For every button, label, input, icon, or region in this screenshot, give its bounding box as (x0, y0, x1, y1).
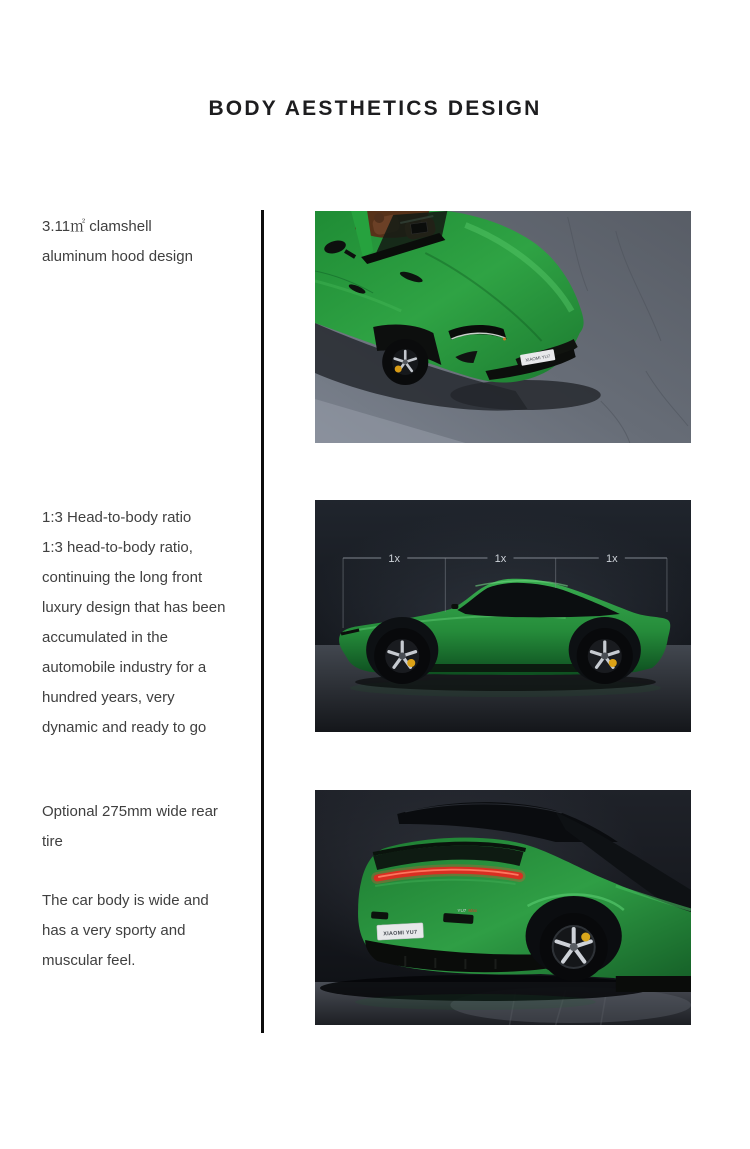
rear-body-line: muscular feel. (42, 952, 136, 969)
rear-body (42, 886, 260, 976)
ratio-body-line: automobile industry for a (42, 659, 207, 676)
hood-heading-line: aluminum hood design (42, 248, 193, 265)
vertical-divider (261, 210, 264, 1033)
front-license-plate-text: XIAOMI YU7 (524, 353, 551, 363)
side-photo-illustration (315, 500, 691, 732)
image-hood-front-top-view (315, 211, 691, 443)
ratio-body-line: dynamic and ready to go (42, 719, 207, 736)
rear-body-line: The car body is wide and (42, 892, 209, 909)
badge-model-text: YU7 (457, 908, 467, 913)
ratio-heading: 1:3 Head-to-body ratio (42, 509, 192, 526)
cabin-screen (410, 222, 427, 234)
rear-caliper (581, 933, 590, 942)
tailgate-wordmark: xiaomi (403, 870, 421, 876)
rear-wheel (577, 628, 633, 684)
ratio-label-1: 1x (388, 553, 401, 565)
ratio-body-line: continuing the long front (42, 569, 203, 586)
rear-body-line: has a very sporty and (42, 922, 186, 939)
front-caliper (407, 659, 415, 667)
ratio-label-2: 1x (494, 553, 507, 565)
ratio-body-line: hundred years, very (42, 689, 175, 706)
ratio-body-line: 1:3 head-to-body ratio, (42, 539, 193, 556)
image-rear-three-quarter-view (315, 790, 691, 1025)
rear-heading-line: Optional 275mm wide rear (42, 803, 218, 820)
side-mirror (451, 604, 458, 609)
rear-caliper (609, 659, 617, 667)
side-skirt (616, 976, 691, 992)
rear-heading-line: tire (42, 833, 63, 850)
section-rear-text (42, 797, 260, 976)
hood-photo-illustration (315, 211, 691, 443)
image-side-profile-ratio (315, 500, 691, 732)
section-hood-text (42, 212, 260, 272)
page-title: BODY AESTHETICS DESIGN (208, 97, 542, 120)
badge-trim-text: Max (468, 908, 478, 913)
rear-license-plate-text: XIAOMI YU7 (383, 929, 418, 938)
brake-caliper (395, 366, 402, 373)
ratio-label-3: 1x (605, 553, 618, 565)
rear-photo-illustration (315, 790, 691, 1025)
hood-heading-line: 3.11㎡ clamshell (42, 218, 152, 235)
front-wheel (374, 628, 430, 684)
section-ratio-text (42, 503, 260, 743)
bumper-vent-left (371, 911, 388, 919)
ratio-body-line: accumulated in the (42, 629, 168, 646)
ratio-body-line: luxury design that has been (42, 599, 226, 616)
